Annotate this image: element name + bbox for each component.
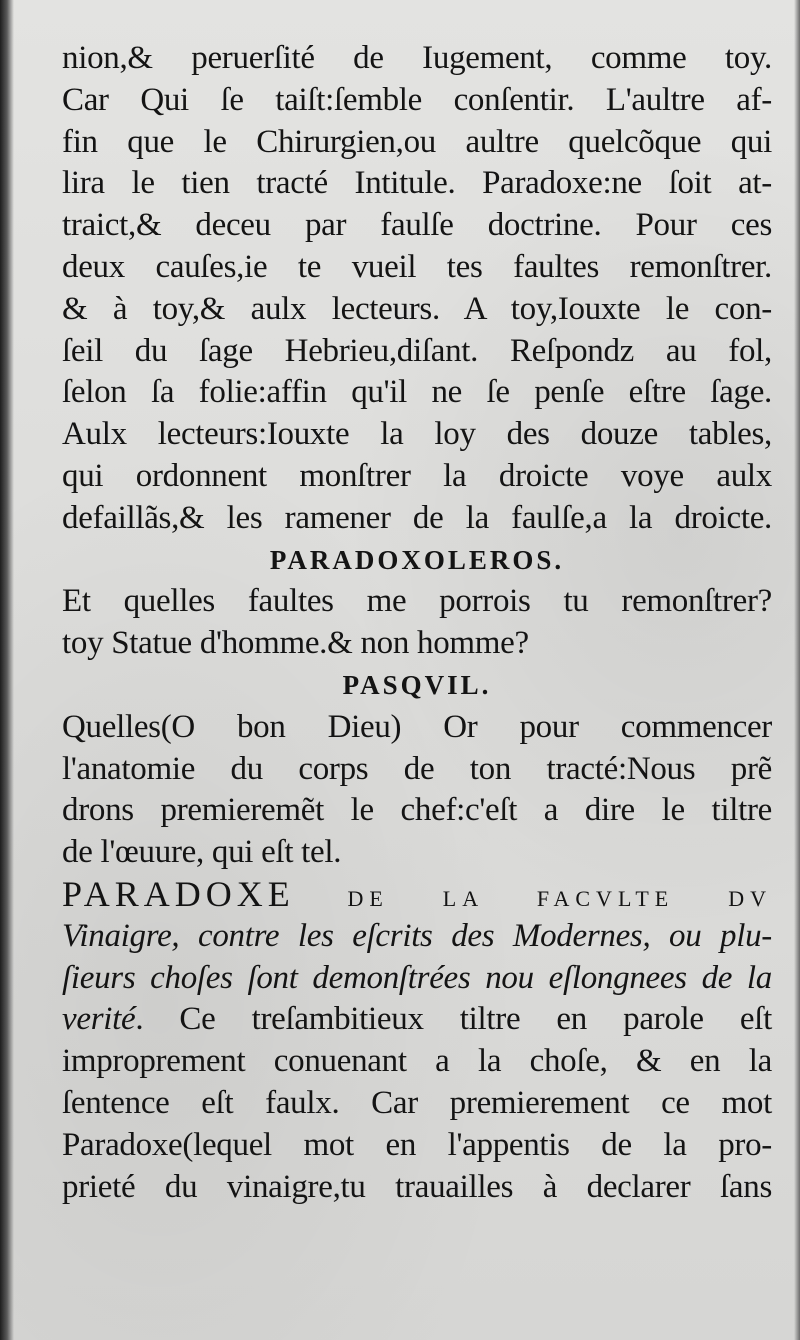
text-line: drons premieremẽt le chef:c'eſt a dire le tiltre bbox=[62, 792, 772, 829]
text-line: deux cauſes,ie te vueil tes faultes remonſtrer. bbox=[62, 248, 772, 285]
text-line: Car Qui ſe taiſt:ſemble conſentir. L'aultre af- bbox=[62, 81, 772, 118]
page-right-edge-shadow bbox=[794, 0, 800, 1340]
work-title-sub: DE LA FACVLTE DV bbox=[347, 885, 773, 911]
text-line: nion,& peruerſité de Iugement, comme toy. bbox=[62, 40, 772, 76]
text-line: Paradoxe(lequel mot en l'appentis de la pro- bbox=[62, 1126, 772, 1163]
italic-title-line: ſieurs choſes ſont demonſtrées nou eſlongnees de la bbox=[62, 959, 772, 996]
text-line: improprement conuenant a la choſe, & en la bbox=[62, 1043, 772, 1080]
page-left-edge-shadow bbox=[0, 0, 14, 1340]
text-line: Et quelles faultes me porrois tu remonſtrer? bbox=[62, 583, 772, 620]
text-line: ſeil du ſage Hebrieu,diſant. Reſpondz au fol, bbox=[62, 332, 772, 369]
text-line: & à toy,& aulx lecteurs. A toy,Iouxte le con- bbox=[62, 290, 772, 327]
text-line: ſentence eſt faulx. Car premierement ce mot bbox=[62, 1084, 772, 1121]
page-text-block bbox=[62, 38, 772, 1208]
work-title-line bbox=[62, 874, 772, 916]
text-line: qui ordonnent monſtrer la droicte voye aulx bbox=[62, 457, 772, 494]
text-line: toy Statue d'homme.& non homme? bbox=[62, 625, 529, 662]
work-title-main: PARADOXE bbox=[62, 873, 295, 914]
text-line: lira le tien tracté Intitule. Paradoxe:ne ſoit at- bbox=[62, 165, 772, 202]
text-line: Quelles(O bon Dieu) Or pour commencer bbox=[62, 708, 772, 745]
text-line: ſelon ſa folie:affin qu'il ne ſe penſe eſtre ſage. bbox=[62, 374, 772, 411]
text-line: l'anatomie du corps de ton tracté:Nous prẽ bbox=[62, 750, 772, 787]
text-line: Aulx lecteurs:Iouxte la loy des douze tables, bbox=[62, 416, 772, 453]
text-line: fin que le Chirurgien,ou aultre quelcõque qui bbox=[62, 123, 772, 160]
italic-title-line: Vinaigre, contre les eſcrits des Modernes, ou plu- bbox=[62, 917, 772, 954]
text-line: traict,& deceu par faulſe doctrine. Pour ces bbox=[62, 207, 772, 244]
roman-text: . Ce treſambitieux tiltre en parole eſt bbox=[135, 1001, 772, 1038]
text-line: de l'œuure, qui eſt tel. bbox=[62, 834, 342, 871]
text-line: prieté du vinaigre,tu trauailles à declarer ſans bbox=[62, 1168, 772, 1205]
speaker-heading-pasquil: PASQVIL. bbox=[342, 669, 492, 700]
italic-word: verité bbox=[62, 1001, 136, 1038]
speaker-heading-paradoxoleros: PARADOXOLEROS. bbox=[269, 544, 565, 575]
mixed-text-line bbox=[62, 999, 772, 1041]
text-line: defaillãs,& les ramener de la faulſe,a la droicte. bbox=[62, 499, 772, 536]
